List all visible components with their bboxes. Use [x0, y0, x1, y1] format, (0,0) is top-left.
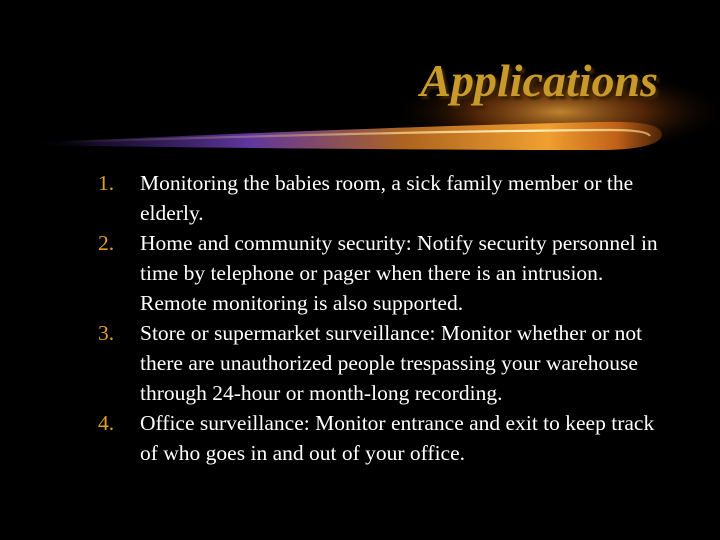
- list-number: 1.: [98, 171, 115, 195]
- list-item: [0, 168, 660, 228]
- list-item-text: Monitoring the babies room, a sick family member or the elderly.: [140, 171, 634, 225]
- list-item: [0, 408, 660, 468]
- applications-list: [0, 168, 660, 468]
- list-item-text: Office surveillance: Monitor entrance and exit to keep track of who goes in and out of your office.: [140, 411, 655, 465]
- list-item-text: Home and community security: Notify security personnel in time by telephone or pager when there is an intrusion. Remote monitoring is also supported.: [140, 231, 658, 315]
- slide-title: Applications: [420, 55, 658, 106]
- list-item-text: Store or supermarket surveillance: Monitor whether or not there are unauthorized people trespassing your warehouse through 24-hour or month-long recording.: [140, 321, 643, 405]
- list-number: 3.: [98, 321, 115, 345]
- list-number: 2.: [98, 231, 115, 255]
- list-item: [0, 318, 660, 408]
- list-number: 4.: [98, 411, 115, 435]
- list-item: [0, 228, 660, 318]
